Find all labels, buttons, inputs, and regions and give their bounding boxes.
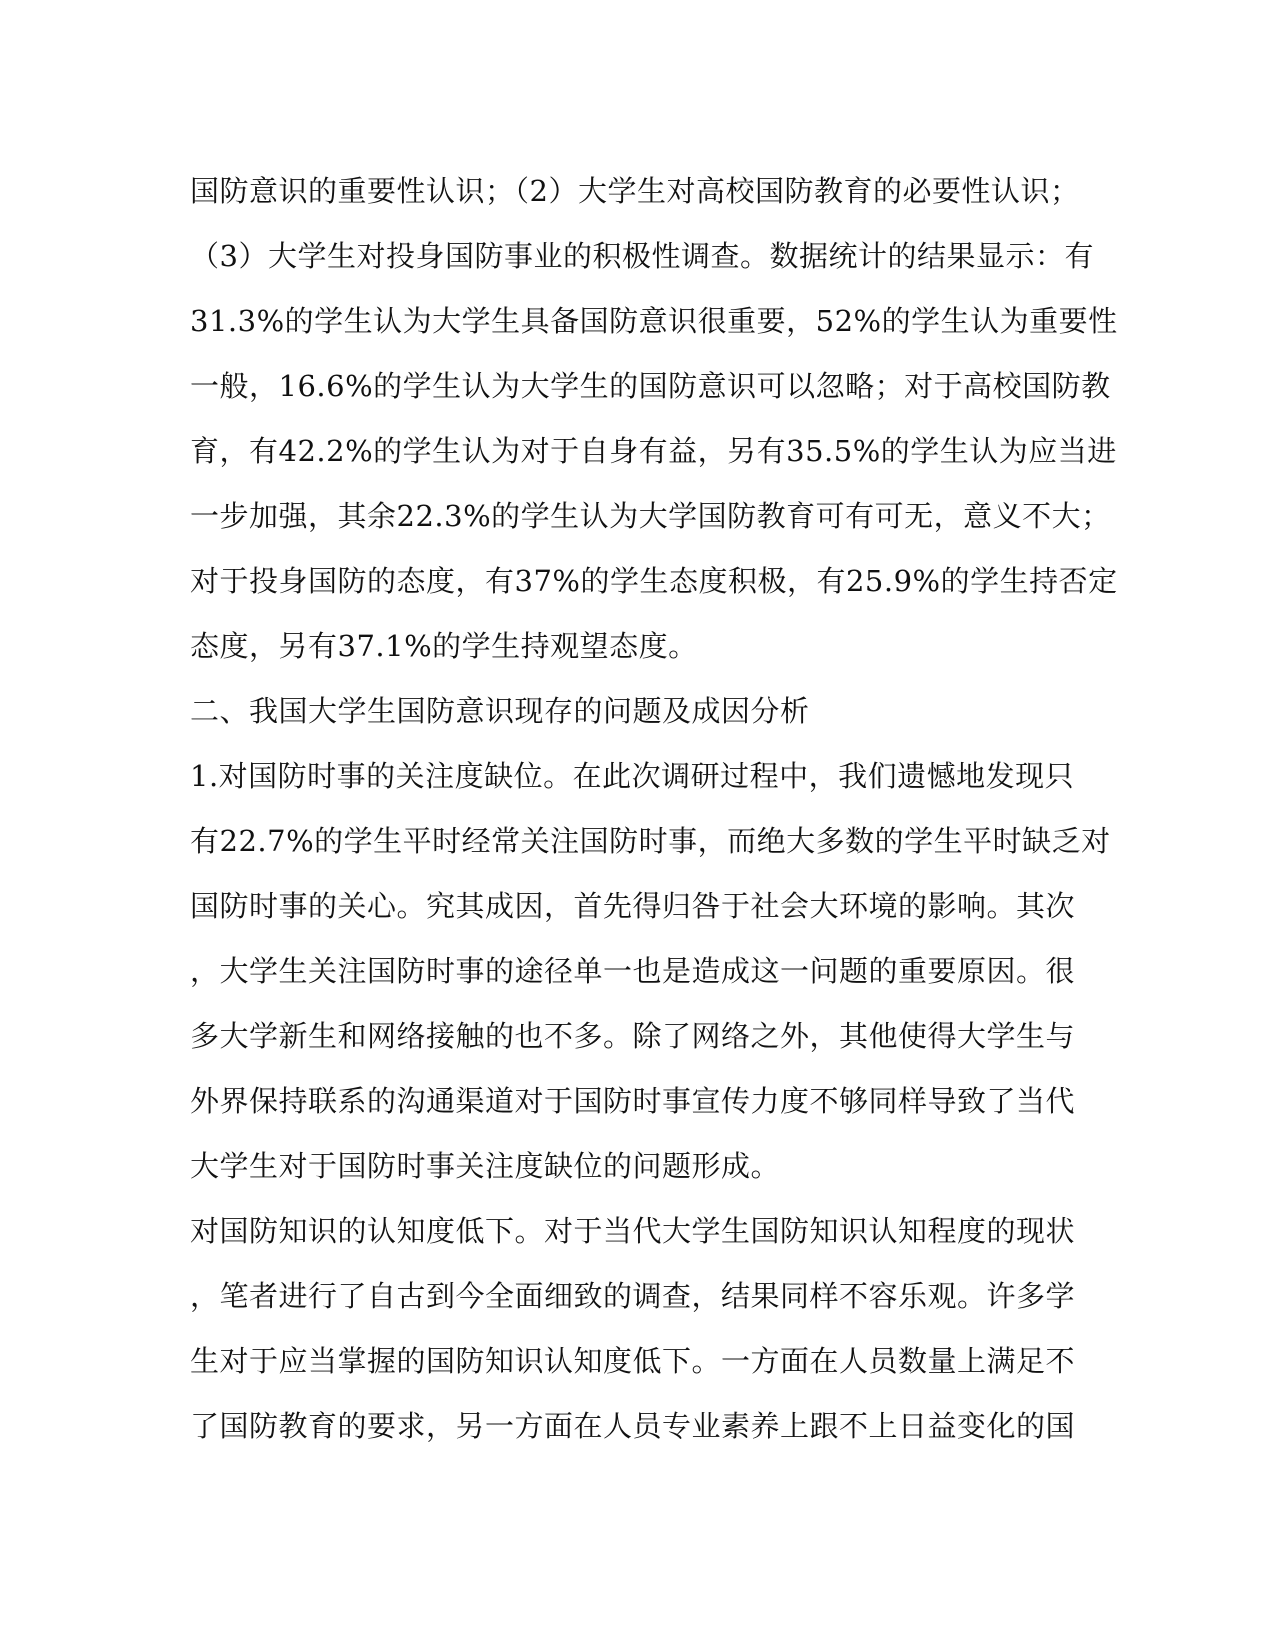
text-line: 31.3%的学生认为大学生具备国防意识很重要，52%的学生认为重要性	[190, 304, 1118, 338]
text-line: 一步加强，其余22.3%的学生认为大学国防教育可有可无，意义不大；	[190, 499, 1111, 533]
section-heading: 二、我国大学生国防意识现存的问题及成因分析	[190, 694, 810, 728]
text-line: 有22.7%的学生平时经常关注国防时事，而绝大多数的学生平时缺乏对	[190, 824, 1111, 858]
text-line: 国防意识的重要性认识；（2）大学生对高校国防教育的必要性认识；	[190, 174, 1080, 208]
text-line: 国防时事的关心。究其成因，首先得归咎于社会大环境的影响。其次	[190, 889, 1076, 923]
text-line: （3）大学生对投身国防事业的积极性调查。数据统计的结果显示：有	[190, 239, 1094, 273]
text-line: 生对于应当掌握的国防知识认知度低下。一方面在人员数量上满足不	[190, 1344, 1076, 1378]
body-text	[190, 159, 1118, 1459]
text-line: 1.对国防时事的关注度缺位。在此次调研过程中，我们遗憾地发现只	[190, 759, 1075, 793]
text-line: 对于投身国防的态度，有37%的学生态度积极，有25.9%的学生持否定	[190, 564, 1118, 598]
text-line: 态度，另有37.1%的学生持观望态度。	[190, 629, 698, 663]
text-line: 了国防教育的要求，另一方面在人员专业素养上跟不上日益变化的国	[190, 1409, 1076, 1443]
text-line: 对国防知识的认知度低下。对于当代大学生国防知识认知程度的现状	[190, 1214, 1076, 1248]
text-line: 大学生对于国防时事关注度缺位的问题形成。	[190, 1149, 781, 1183]
text-line: ，大学生关注国防时事的途径单一也是造成这一问题的重要原因。很	[190, 954, 1076, 988]
text-line: 外界保持联系的沟通渠道对于国防时事宣传力度不够同样导致了当代	[190, 1084, 1076, 1118]
text-line: 育，有42.2%的学生认为对于自身有益，另有35.5%的学生认为应当进	[190, 434, 1117, 468]
text-line: ，笔者进行了自古到今全面细致的调查，结果同样不容乐观。许多学	[190, 1279, 1076, 1313]
text-line: 多大学新生和网络接触的也不多。除了网络之外，其他使得大学生与	[190, 1019, 1076, 1053]
text-line: 一般，16.6%的学生认为大学生的国防意识可以忽略；对于高校国防教	[190, 369, 1111, 403]
